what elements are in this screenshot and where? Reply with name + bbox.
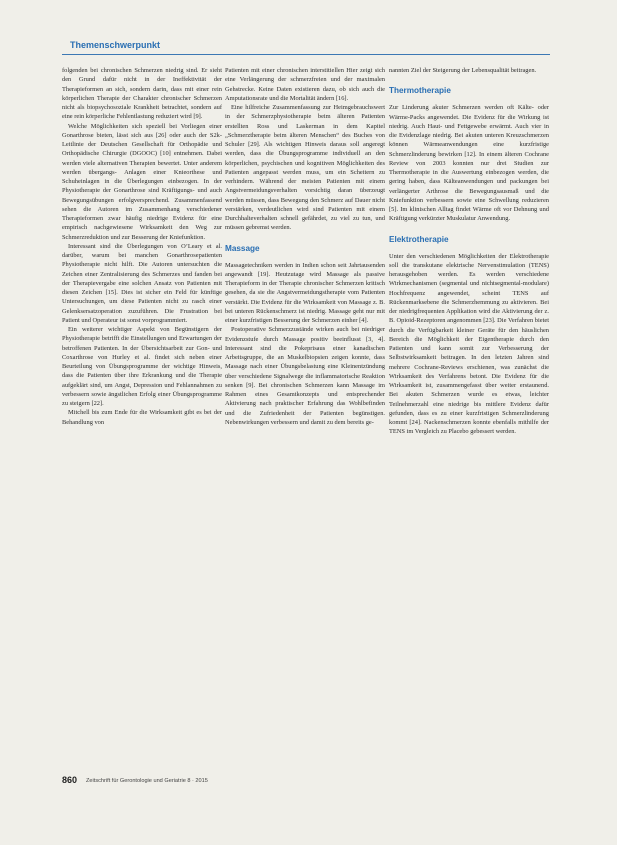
text-column-1 [62,66,222,766]
paragraph: Unter den verschiedenen Möglichkeiten der Elektrotherapie soll die transkutane elektrische Nervenstimulation (TENS) herausgehoben werden. Es werden verschiedene Wirkmechanismen (segmental und nichtsegmental-modulare) Hochfrequenz angewendet, scheint TENS auf Rückenmarksebene die Schmerzhemmung zu aktivieren. Bei der niedrigfrequenten Applikation wird die Aktivierung der z. B. Opioid-Rezeptoren angenommen [23]. Die Verfahren bietet durch die Verfügbarkeit kleiner Geräte für den häuslichen Bereich die Möglichkeit der Eigentherapie durch den Patienten und kann somit zur Verbesserung der Selbstwirksamkeit beitragen. In den letzten Jahren sind mehrere Cochrane-Reviews erschienen, was zunächst die Wirksamkeit des Verfahrens betont. Die Evidenz für die Wirksamkeit ist, zusammengefasst über weiter erstaunend. Bei akuten Schmerzen wurde es etwas, leichter Teilnehmerzahl eine niedrige bis mittlere Evidenz dafür gefunden, dass es zu einer kurzfristigen Schmerzlinderung kommt [24]. Nackenschmerzen konnte ebenfalls mithilfe der TENS im Vergleich zu Placebo gebessert werden. [389,252,549,436]
paragraph: Zur Linderung akuter Schmerzen werden oft Kälte- oder Wärme-Packs angewendet. Die Evidenz für die Wirkung ist niedrig. Auch Haut- und Fettgewebe erwärmt. Auch vier in die Evidenzlage niedrig. Bei akuten unteren Kreuzschmerzen können Wärmeanwendungen eine kurzfristige Schmerzlinderung bewirken [12]. In einem älteren Cochrane Review von 2003 konnten nur drei Studien zur Thermotherapie in die Auswertung einbezogen werden, die gering haben, dass Kälteanwendungen und packungen bei verlängerter Arthrose die Bewegungsausmaß und die Kniefunktion verbessern sowie eine Schwellung reduzieren [5]. Im klinischen Alltag findet Wärme oft vor Dehnung und Kräftigung verkürzter Muskulatur Anwendung. [389,104,549,223]
paragraph: folgenden bei chronischen Schmerzen niedrig sind. Er sieht den Grund dafür nicht in der Ineffektivität der Therapieformen an sich, sondern darin, dass mit einer rein körperlichen Therapie der Charakter chronischer Schmerzen nicht als biopsychosoziale Krankheit betrachtet, sondern auf eine rein körperliche Fehlentlastung reduziert wird [9]. [62,67,222,121]
paragraph: nannten Ziel der Steigerung der Lebensqualität beitragen. [389,67,537,74]
paragraph: Interessant sind die Überlegungen von O’Leary et al. darüber, warum bei manchen Gonarthrosepatienten Physiotherapie nicht hilft. Die Autoren untersuchten die Zeichen einer Zentralisierung des Schmerzes und fanden bei der Therapievergabe eine solchen Ansatz von Patienten mit diesen Zeichen [15]. Dies ist sicher ein Feld für künftige Untersuchungen, um diese Patienten nicht zu rasch einer Gelenksersatzoperation zuzuführen. Die Frustration bei Patient und Operateur ist sonst vorprogrammiert. [62,242,222,324]
paragraph: Patienten mit einer chronischen interstitiellen Hier zeigt sich eine Verlängerung der schmerzfreien und der maximalen Gehstrecke. Keine Daten existieren dazu, ob sich auch die Amputationsrate und die Mortalität ändern [16]. [225,67,385,102]
subheading-massage: Massage [225,243,260,253]
page-footer [62,773,550,789]
paragraph: Welche Möglichkeiten sich speziell bei Vorliegen einer Gonarthrose bieten, lässt sich aus [26] oder auch der S2k-Leitlinie der Deutschen Gesellschaft für Orthopädie und Orthopädische Chirurgie (DGOOC) [10] entnehmen. Dabei werden viele alternativen Therapien bewertet. Unter anderem werden übergangs- Anlagen einer Knieorthese und Schuheinlagen in die Überlegungen einbezogen. In der Physiotherapie der Gonarthrose sind Kräftigungs- und auch Bewegungsübungen erfolgversprechend. Zusammenfassend sehen die Autoren im Zusammenhang verschiedener Therapieformen zwar häufig niedrige Evidenz für eine empirisch nachgewiesene Wirksamkeit den Weg zur Schmerzreduktion und zur Besserung der Kniefunktion. [62,122,222,241]
page-number: 860 [62,775,78,785]
paragraph: Ein weiterer wichtiger Aspekt von Begünstigern der Physiotherapie betrifft die Einstellungen und Erwartungen der betroffenen Patienten. In der Übersichtsarbeit zur Gon- und Coxarthrose von Hurley et al. findet sich neben einer Beurteilung von Übungsprogramme der wichtige Hinweis, dass die Patienten über ihre Erkrankung und die Therapie aufgeklärt sind, um Angst, Depression und Fehlannahmen zu verbessern sowie ängstlichen Erfolg einer Übungsprogramme zu steigern [22]. [62,326,222,407]
paragraph: Mitchell bis zum Ende für die Wirksamkeit gibt es bei der Behandlung von [62,409,222,426]
paragraph: Massagetechniken werden in Indien schon seit Jahrtausenden angewandt [19]. Heutzutage wird Massage als passive Therapieform in der Therapie chronischer Schmerzen kritisch gesehen, da sie die Angstvermeidungstherapie vom Patienten verstärkt. Die Evidenz für die Wirksamkeit von Massage z. B. bei unteren Rückenschmerz ist niedrig. Massage geht nur mit einer kurzfristigen Besserung der Schmerzen einher [4]. [225,261,385,324]
subheading-thermotherapie: Thermotherapie [389,86,451,96]
text-column-2 [225,66,385,766]
paragraph: Eine hilfreiche Zusammenfassung zur Heimgebrauchswert in der Schmerzphysiotherapie beim älteren Patienten erstellten Ross und Laskerman in dem Kapitel „Schmerztherapie beim älteren Menschen“ des Buches von Schuler [29]. Als wichtigen Hinweis daraus soll angeregt werden, dass die Übungsprogramme individuell an den körperlichen, psychischen und kognitiven Möglichkeiten des Patienten angepasst werden muss, um ein Scheitern zu verhindern. Während der meisten Patienten mit einem Angstvermeidungsverhalten vorsichtig daran überzeugt werden müssen, dass Bewegung den Schmerz auf Dauer nicht verstärken, verdeutlichen wird sind Patienten mit einem Durchhalteverhalten schnell gefährdet, zu viel zu tun, und müssen gebremst werden. [225,104,385,232]
subheading-elektrotherapie: Elektrotherapie [389,234,449,244]
text-column-3 [389,66,549,766]
section-label: Themenschwerpunkt [70,40,161,50]
journal-citation: Zeitschrift für Gerontologie und Geriatrie 8 · 2015 [86,778,208,784]
section-header [62,38,550,55]
paragraph: Postoperative Schmerzzustände wirken auch bei niedriger Evidenzstufe durch Massage positiv beeinflusst [3, 4]. Interessant sind die Pokeprisaus einer kanadischen Arbeitsgruppe, die an Muskelbiopsien zeigen konnte, dass Massage nach einer Übungsbelastung eine Kleinentzündung über verschiedene Signalwege die inflammatorische Reaktion senken [9]. Bei chronischen Schmerzen kann Massage im Rahmen eines Gesamtkonzepts und entsprechender Aktivierung nach praktischer Erfahrung das Wohlbefinden und die Zufriedenheit der Patienten begünstigen. Nebenwirkungen verbessern und damit zu dem bereits ge- [225,326,385,426]
